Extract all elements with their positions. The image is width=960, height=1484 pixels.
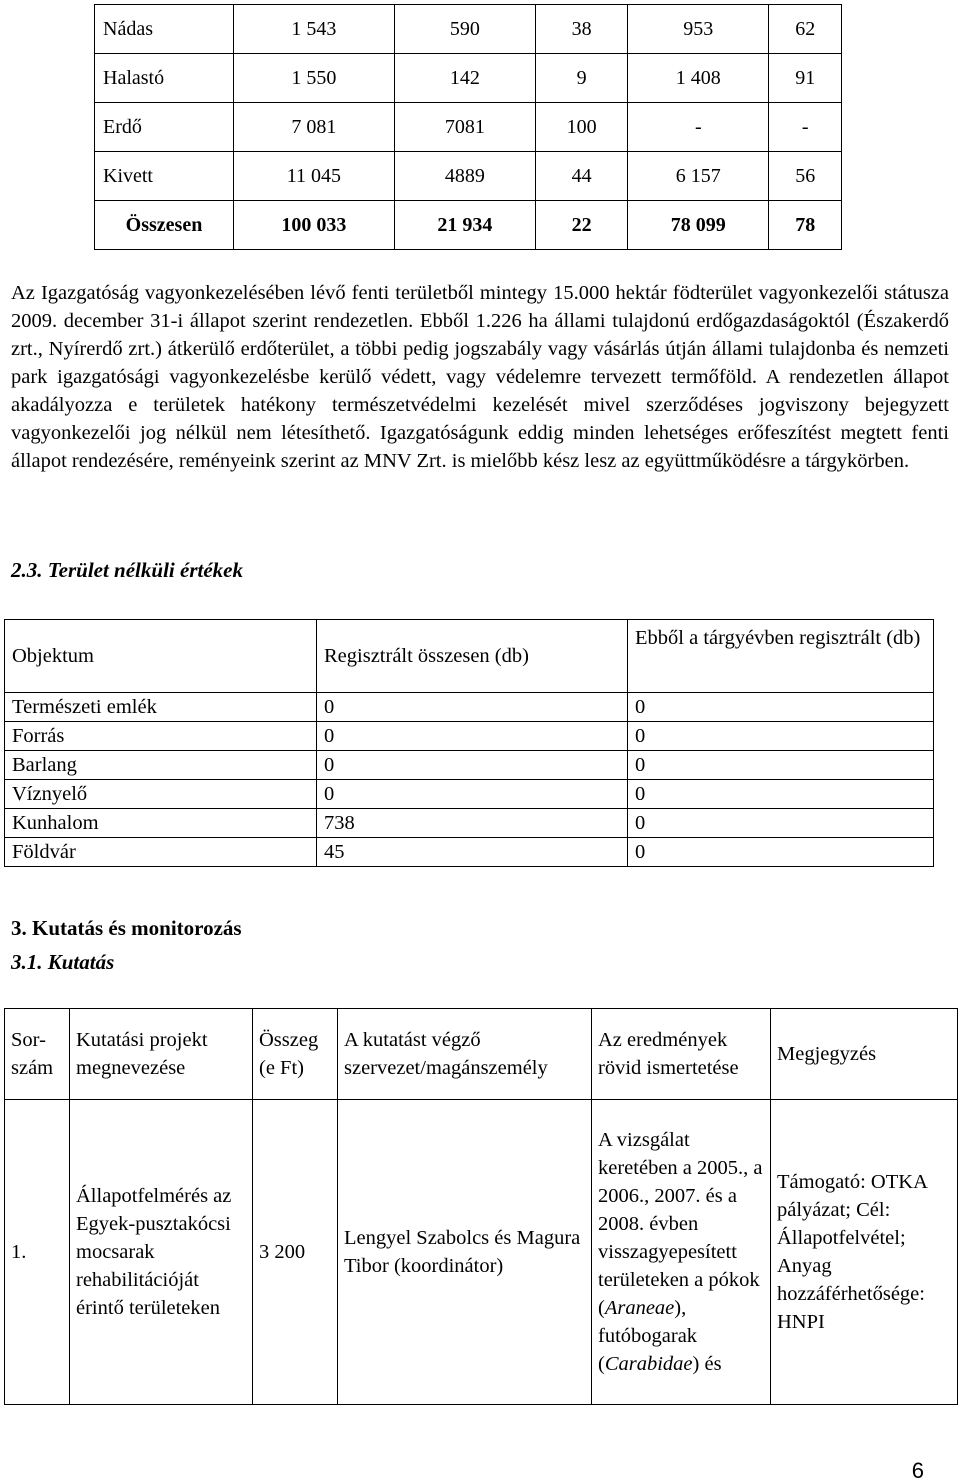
cell: 738 (317, 809, 628, 838)
cell: 7081 (394, 103, 535, 152)
cell: 0 (628, 751, 934, 780)
table-row (95, 103, 842, 152)
header-cell: Objektum (5, 620, 317, 693)
cell: 0 (628, 809, 934, 838)
cell: Barlang (5, 751, 317, 780)
organisation: Lengyel Szabolcs és Magura Tibor (koordinátor) (338, 1100, 592, 1405)
cell: 953 (628, 5, 769, 54)
amount: 3 200 (253, 1100, 338, 1405)
summary-text: ) és (692, 1353, 722, 1375)
cell: 100 (536, 103, 628, 152)
cell: 56 (769, 152, 842, 201)
cell: 1 543 (234, 5, 395, 54)
cell: 100 033 (234, 201, 395, 250)
table-row (5, 693, 934, 722)
header-cell: Sor-szám (5, 1009, 70, 1100)
cell: 0 (317, 780, 628, 809)
cell: 78 (769, 201, 842, 250)
table-row (5, 780, 934, 809)
table-row (95, 5, 842, 54)
table-row (95, 152, 842, 201)
cell: 0 (628, 693, 934, 722)
cell: 44 (536, 152, 628, 201)
row-number: 1. (5, 1100, 70, 1405)
section-number: 2.3. (11, 558, 43, 582)
cell: 21 934 (394, 201, 535, 250)
cell: 11 045 (234, 152, 395, 201)
header-cell: Az eredmények rövid ismertetése (592, 1009, 771, 1100)
cell: 0 (628, 838, 934, 867)
research-table (4, 1008, 958, 1405)
section-heading-3: 3. Kutatás és monitorozás (11, 916, 242, 940)
summary-text: A vizsgálat keretében a 2005., a 2006., 2007. és a 2008. évben visszagyepesített területeken a pókok ( (598, 1129, 763, 1319)
row-name: Kivett (95, 152, 234, 201)
row-name: Erdő (95, 103, 234, 152)
cell: 0 (628, 780, 934, 809)
cell: 22 (536, 201, 628, 250)
page-number: 6 (911, 1458, 924, 1483)
cell: 0 (628, 722, 934, 751)
cell: 6 157 (628, 152, 769, 201)
results-summary (592, 1100, 771, 1405)
body-paragraph: Az Igazgatóság vagyonkezelésében lévő fenti területből mintegy 15.000 hektár födterület vagyonkezelői státusza 2009. december 31-i állapot szerint rendezetlen. Ebből 1.226 ha állami tulajdonú erdőgazdaságoktól (Északerdő zrt., Nyírerdő zrt.) átkerülő erdőterület, a többi pedig jogszabály vagy vásárlás útján állami tulajdonba és nemzeti park igazgatósági vagyonkezelésbe kerülő védett, vagy védelemre tervezett termőföld. A rendezetlen állapot akadályozza e területek hatékony természetvédelmi kezelését mivel szerződéses jogviszony bejegyzett vagyonkezelői jog nélkül nem létesíthető. Igazgatóságunk eddig minden lehetséges erőfeszítést megtett fenti állapot rendezésére, reményeink szerint az MNV Zrt. is mielőbb kész lesz az együttműködésre a tárgykörben. (11, 282, 949, 472)
table-row (5, 1100, 958, 1405)
objects-table (4, 619, 934, 867)
cell: 0 (317, 693, 628, 722)
cell: 142 (394, 54, 535, 103)
cell: 7 081 (234, 103, 395, 152)
table-row (5, 722, 934, 751)
cell: 1 408 (628, 54, 769, 103)
cell: - (769, 103, 842, 152)
table-header-row (5, 1009, 958, 1100)
section-title: Terület nélküli értékek (47, 558, 243, 582)
cell: 0 (317, 722, 628, 751)
cell: Földvár (5, 838, 317, 867)
table-header-row (5, 620, 934, 693)
cell: 9 (536, 54, 628, 103)
header-cell: Kutatási projekt megnevezése (70, 1009, 253, 1100)
row-name: Halastó (95, 54, 234, 103)
cell: 78 099 (628, 201, 769, 250)
cell: 4889 (394, 152, 535, 201)
table-row (5, 838, 934, 867)
header-cell: Ebből a tárgyévben regisztrált (db) (628, 620, 934, 693)
total-row (95, 201, 842, 250)
cell: 38 (536, 5, 628, 54)
header-cell: A kutatást végző szervezet/magánszemély (338, 1009, 592, 1100)
cell: - (628, 103, 769, 152)
cell: 0 (317, 751, 628, 780)
row-name: Összesen (95, 201, 234, 250)
section-heading-3-1: 3.1. Kutatás (11, 950, 115, 974)
row-name: Nádas (95, 5, 234, 54)
project-name: Állapotfelmérés az Egyek-pusztakócsi mocsarak rehabilitációját érintő területeken (70, 1100, 253, 1405)
taxon-carabidae: Carabidae (604, 1353, 693, 1375)
cell: 91 (769, 54, 842, 103)
cell: 590 (394, 5, 535, 54)
cell: 45 (317, 838, 628, 867)
cell: Forrás (5, 722, 317, 751)
cell: Víznyelő (5, 780, 317, 809)
header-cell: Megjegyzés (771, 1009, 958, 1100)
land-area-table (94, 4, 842, 250)
table-row (5, 809, 934, 838)
header-cell: Összeg (e Ft) (253, 1009, 338, 1100)
note: Támogató: OTKA pályázat; Cél: Állapotfelvétel; Anyag hozzáférhetősége: HNPI (771, 1100, 958, 1405)
cell: 1 550 (234, 54, 395, 103)
taxon-araneae: Araneae (604, 1297, 675, 1319)
summary-text: ), futóbogarak ( (598, 1297, 698, 1375)
header-cell: Regisztrált összesen (db) (317, 620, 628, 693)
table-row (5, 751, 934, 780)
cell: Természeti emlék (5, 693, 317, 722)
cell: Kunhalom (5, 809, 317, 838)
cell: 62 (769, 5, 842, 54)
table-row (95, 54, 842, 103)
section-heading-2-3 (11, 558, 243, 583)
